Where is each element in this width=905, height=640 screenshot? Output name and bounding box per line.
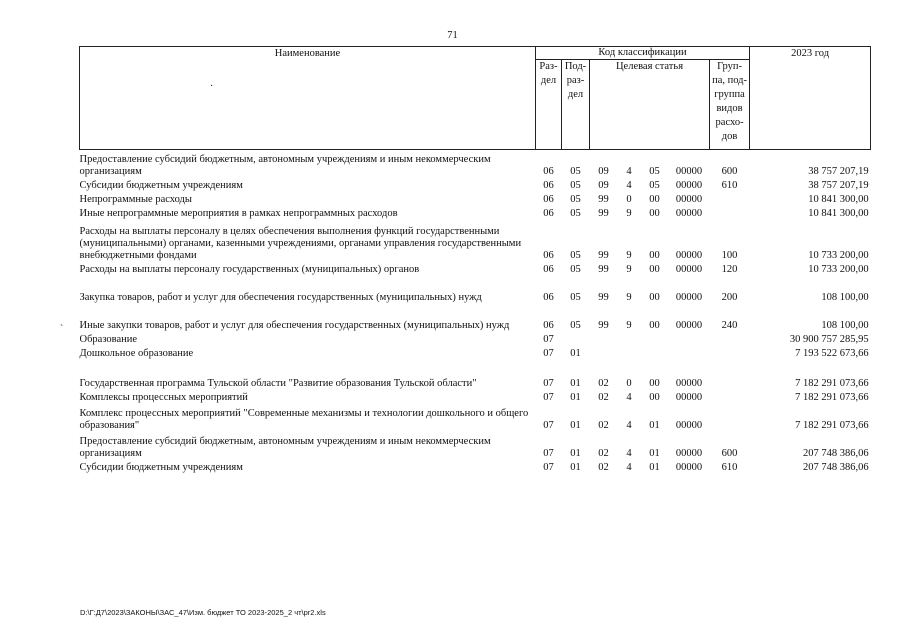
cell-t3	[641, 346, 669, 360]
cell-podrazdel: 05	[570, 165, 581, 177]
header-group: Груп- па, под- группа видов расхо- дов	[710, 60, 750, 150]
cell-t4: 00000	[675, 377, 703, 389]
cell-name: Субсидии бюджетным учреждениям	[79, 179, 243, 191]
cell-amount: 207 748 386,06	[802, 447, 869, 459]
cell-amount: 7 182 291 073,66	[795, 419, 869, 431]
table-row	[80, 304, 871, 332]
cell-amount: 10 841 300,00	[808, 193, 869, 205]
cell-t3: 01	[649, 419, 660, 431]
cell-t3: 01	[649, 461, 660, 473]
cell-t2: 4	[626, 447, 632, 459]
cell-amount: 10 733 200,00	[808, 249, 869, 261]
table-row	[80, 220, 871, 262]
cell-t1: 02	[598, 447, 609, 459]
budget-table	[79, 46, 871, 474]
cell-group: 610	[721, 461, 738, 473]
cell-t1: 99	[598, 249, 609, 261]
cell-t3: 00	[649, 263, 660, 275]
cell-name: Иные непрограммные мероприятия в рамках непрограммных расходов	[79, 207, 398, 219]
cell-t1	[590, 332, 618, 346]
table-row	[80, 332, 871, 346]
cell-t2	[618, 346, 641, 360]
cell-razdel: 06	[543, 207, 554, 219]
stray-mark: ˴	[60, 319, 64, 330]
cell-t4	[669, 346, 710, 360]
cell-t2	[618, 332, 641, 346]
cell-podrazdel: 05	[570, 179, 581, 191]
cell-group: 600	[721, 447, 738, 459]
cell-t1: 09	[598, 179, 609, 191]
cell-razdel: 07	[543, 347, 554, 359]
cell-t2: 9	[626, 263, 632, 275]
cell-t2: 9	[626, 319, 632, 331]
header-classification: Код классификации	[536, 47, 750, 60]
cell-t2: 0	[626, 377, 632, 389]
table-row	[80, 178, 871, 192]
cell-t1: 99	[598, 291, 609, 303]
cell-t1: 09	[598, 165, 609, 177]
cell-t2: 4	[626, 179, 632, 191]
cell-podrazdel: 01	[570, 461, 581, 473]
cell-name: Комплексы процессных мероприятий	[79, 391, 248, 403]
cell-t1: 99	[598, 207, 609, 219]
cell-amount: 7 193 522 673,66	[795, 347, 869, 359]
cell-t1: 02	[598, 391, 609, 403]
table-row	[80, 276, 871, 304]
cell-podrazdel: 01	[570, 447, 581, 459]
cell-t4: 00000	[675, 319, 703, 331]
cell-amount: 38 757 207,19	[808, 179, 869, 191]
cell-t4: 00000	[675, 193, 703, 205]
header-year: 2023 год	[750, 47, 871, 150]
cell-group	[710, 192, 750, 206]
cell-t4: 00000	[675, 291, 703, 303]
cell-razdel: 07	[543, 377, 554, 389]
cell-group: 200	[721, 291, 738, 303]
cell-name: Предоставление субсидий бюджетным, автономным учреждениям и иным некоммерческим организациям	[79, 153, 491, 177]
cell-t2: 0	[626, 193, 632, 205]
cell-t1: 99	[598, 193, 609, 205]
cell-t3: 05	[649, 165, 660, 177]
cell-t2: 4	[626, 419, 632, 431]
cell-t2: 4	[626, 165, 632, 177]
cell-t4: 00000	[675, 179, 703, 191]
table-row	[80, 432, 871, 460]
page-number: 71	[447, 30, 458, 41]
cell-name: Расходы на выплаты персоналу в целях обеспечения выполнения функций государственными (муниципальными) органами, казенными учреждениями, органами управления государственными внебюджетными фондами	[79, 225, 522, 261]
stray-mark: ·	[210, 81, 214, 92]
cell-t4: 00000	[675, 165, 703, 177]
table-row	[80, 390, 871, 404]
cell-t1: 02	[598, 419, 609, 431]
cell-t3: 00	[649, 319, 660, 331]
cell-razdel: 07	[543, 461, 554, 473]
cell-name: Субсидии бюджетным учреждениям	[79, 461, 243, 473]
cell-t3: 01	[649, 447, 660, 459]
header-subsection: Под- раз- дел	[562, 60, 590, 150]
cell-t1	[590, 346, 618, 360]
cell-group	[710, 404, 750, 432]
table-row	[80, 346, 871, 360]
cell-razdel: 06	[543, 263, 554, 275]
cell-amount: 108 100,00	[821, 319, 869, 331]
cell-t4: 00000	[675, 263, 703, 275]
cell-t2: 4	[626, 461, 632, 473]
cell-amount: 10 733 200,00	[808, 263, 869, 275]
table-row	[80, 404, 871, 432]
cell-razdel: 06	[543, 249, 554, 261]
cell-amount: 7 182 291 073,66	[795, 391, 869, 403]
cell-name: Комплекс процессных мероприятий "Современные механизмы и технологии дошкольного и общего образования"	[79, 407, 529, 431]
cell-t4: 00000	[675, 461, 703, 473]
header-name: Наименование	[80, 47, 536, 150]
cell-group	[710, 360, 750, 390]
cell-t4: 00000	[675, 391, 703, 403]
cell-group	[710, 206, 750, 220]
cell-t1: 02	[598, 461, 609, 473]
cell-t3: 00	[649, 291, 660, 303]
cell-t3: 00	[649, 193, 660, 205]
cell-group: 120	[721, 263, 738, 275]
cell-t3: 00	[649, 207, 660, 219]
cell-group	[710, 332, 750, 346]
cell-t2: 9	[626, 249, 632, 261]
cell-group	[710, 390, 750, 404]
table-row	[80, 192, 871, 206]
cell-group: 610	[721, 179, 738, 191]
cell-t2: 9	[626, 291, 632, 303]
cell-amount: 207 748 386,06	[802, 461, 869, 473]
cell-group: 600	[721, 165, 738, 177]
cell-podrazdel: 05	[570, 193, 581, 205]
cell-amount: 108 100,00	[821, 291, 869, 303]
cell-razdel: 07	[543, 447, 554, 459]
cell-t3: 00	[649, 249, 660, 261]
cell-podrazdel: 01	[570, 391, 581, 403]
header-section: Раз- дел	[536, 60, 562, 150]
cell-name: Дошкольное образование	[79, 347, 194, 359]
cell-amount: 30 900 757 285,95	[789, 333, 869, 345]
table-row	[80, 262, 871, 276]
header-target-article: Целевая статья	[590, 60, 710, 150]
file-path-footer: D:\Г:Д7\2023\ЗАКОНЫ\ЗАС_47\Изм. бюджет ТО 2023-2025_2 чт\pr2.xls	[80, 608, 326, 617]
cell-name: Расходы на выплаты персоналу государственных (муниципальных) органов	[79, 263, 420, 275]
cell-t4: 00000	[675, 447, 703, 459]
cell-group: 240	[721, 319, 738, 331]
cell-podrazdel: 05	[570, 319, 581, 331]
cell-name: Образование	[79, 333, 138, 345]
cell-podrazdel: 05	[570, 249, 581, 261]
cell-amount: 7 182 291 073,66	[795, 377, 869, 389]
cell-podrazdel: 05	[570, 291, 581, 303]
cell-group	[710, 346, 750, 360]
cell-name: Государственная программа Тульской области "Развитие образования Тульской области"	[79, 377, 477, 389]
cell-podrazdel: 01	[570, 377, 581, 389]
cell-razdel: 07	[543, 391, 554, 403]
cell-podrazdel: 05	[570, 263, 581, 275]
cell-name: Непрограммные расходы	[79, 193, 192, 205]
cell-t1: 99	[598, 263, 609, 275]
cell-t4: 00000	[675, 207, 703, 219]
cell-group: 100	[721, 249, 738, 261]
table-row	[80, 206, 871, 220]
cell-name: Закупка товаров, работ и услуг для обеспечения государственных (муниципальных) нужд	[79, 291, 482, 303]
cell-razdel: 06	[543, 193, 554, 205]
cell-razdel: 07	[543, 333, 554, 345]
cell-podrazdel: 05	[570, 207, 581, 219]
cell-t4: 00000	[675, 419, 703, 431]
cell-razdel: 07	[543, 419, 554, 431]
cell-razdel: 06	[543, 179, 554, 191]
cell-t2: 9	[626, 207, 632, 219]
table-row	[80, 360, 871, 390]
cell-name: Иные закупки товаров, работ и услуг для обеспечения государственных (муниципальных) нужд	[79, 319, 510, 331]
cell-razdel: 06	[543, 291, 554, 303]
cell-name: Предоставление субсидий бюджетным, автономным учреждениям и иным некоммерческим организациям	[79, 435, 491, 459]
cell-podrazdel: 01	[570, 419, 581, 431]
cell-t3: 00	[649, 377, 660, 389]
table-row	[80, 150, 871, 178]
cell-t3	[641, 332, 669, 346]
cell-podrazdel	[562, 332, 590, 346]
cell-amount: 10 841 300,00	[808, 207, 869, 219]
cell-t1: 99	[598, 319, 609, 331]
cell-razdel: 06	[543, 165, 554, 177]
cell-t2: 4	[626, 391, 632, 403]
cell-t3: 05	[649, 179, 660, 191]
cell-t4	[669, 332, 710, 346]
cell-t4: 00000	[675, 249, 703, 261]
cell-razdel: 06	[543, 319, 554, 331]
cell-podrazdel: 01	[570, 347, 581, 359]
cell-t1: 02	[598, 377, 609, 389]
table-row	[80, 460, 871, 474]
cell-t3: 00	[649, 391, 660, 403]
cell-amount: 38 757 207,19	[808, 165, 869, 177]
